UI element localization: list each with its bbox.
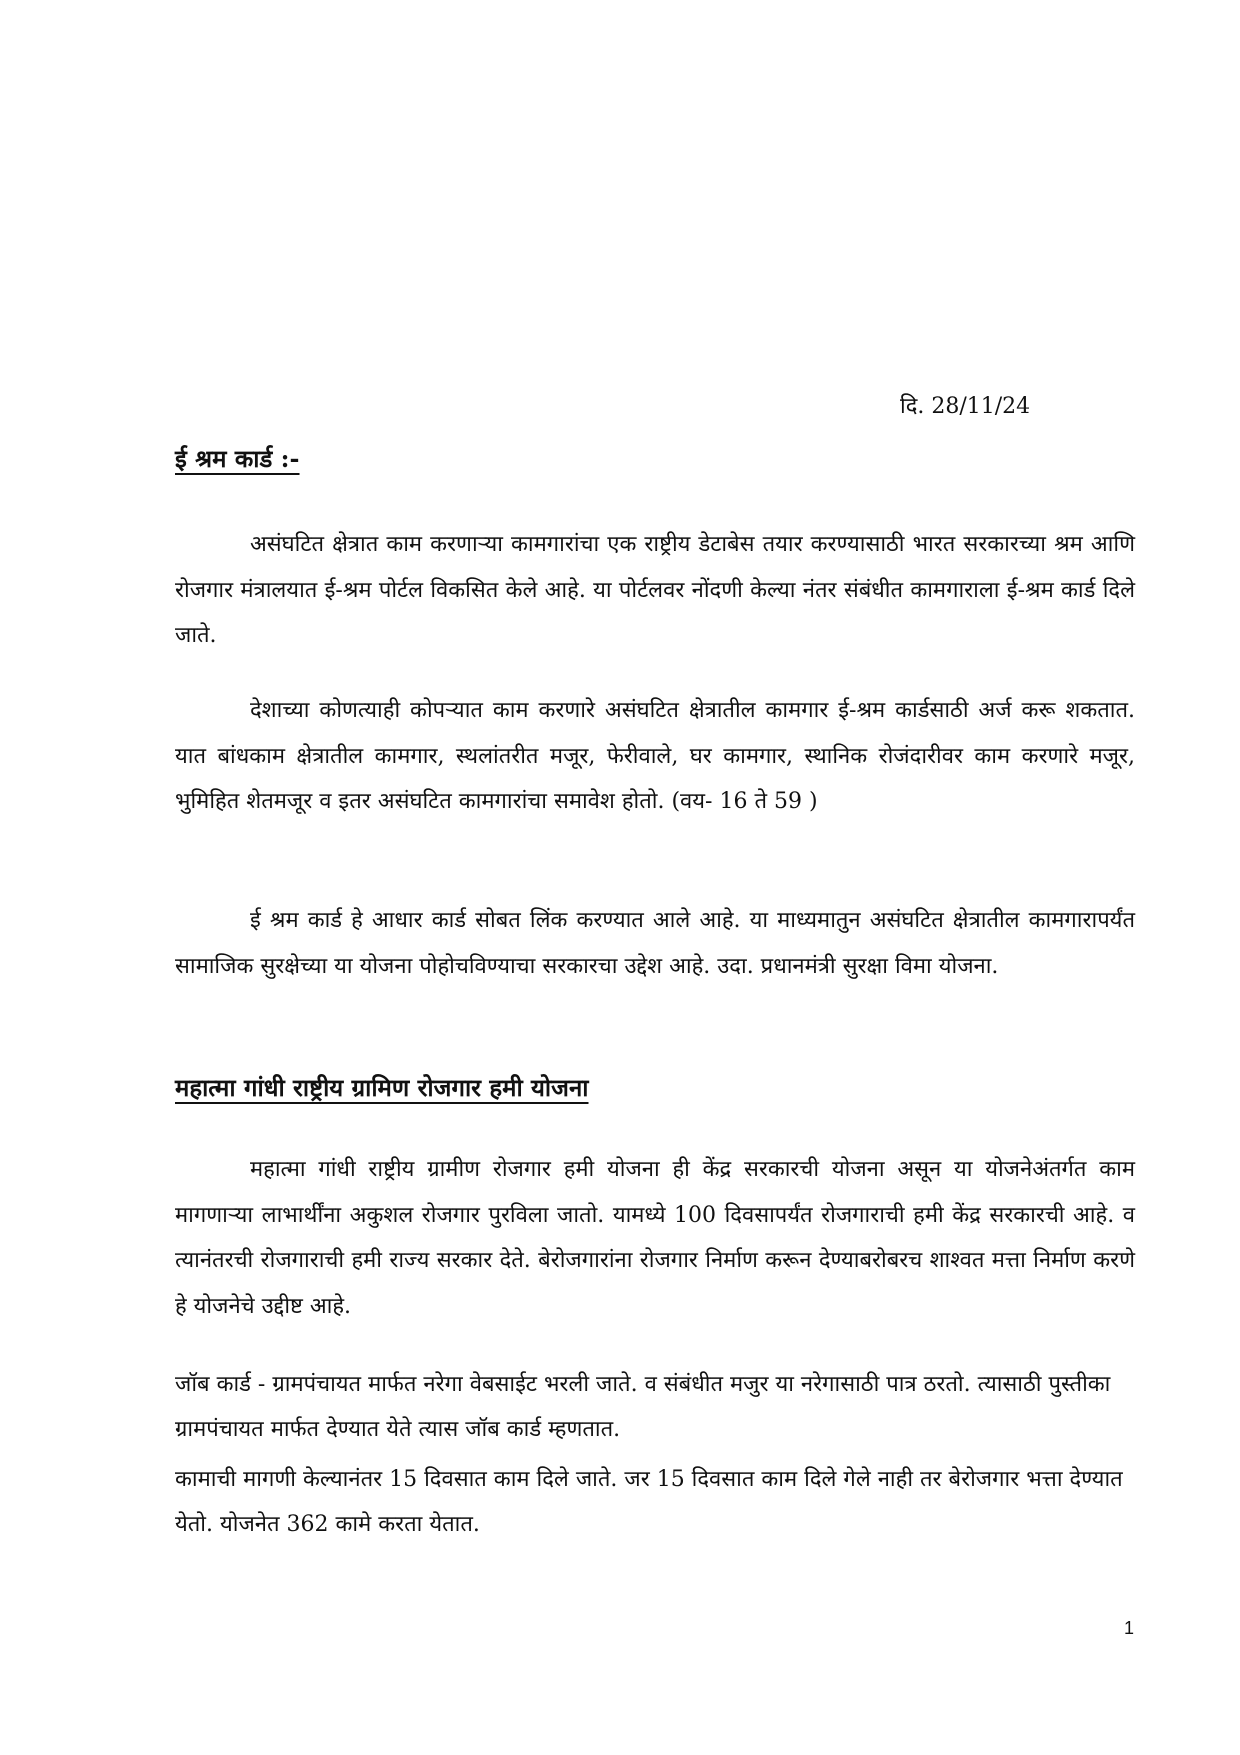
section-heading-mgnrega: महात्मा गांधी राष्ट्रीय ग्रामिण रोजगार हमी योजना — [175, 1073, 589, 1102]
paragraph-job-card: जॉब कार्ड - ग्रामपंचायत मार्फत नरेगा वेबसाईट भरली जाते. व संबंधीत मजुर या नरेगासाठी पात्र ठरतो. त्यासाठी पुस्तीका ग्रामपंचायत मार्फत देण्यात येते त्यास जॉब कार्ड म्हणतात. — [175, 1372, 1111, 1442]
paragraph: महात्मा गांधी राष्ट्रीय ग्रामीण रोजगार हमी योजना ही केंद्र सरकारची योजना असून या योजनेअंतर्गत काम मागणाऱ्या लाभार्थींना अकुशल रोजगार पुरविला जातो. यामध्ये 100 दिवसापर्यंत रोजगाराची हमी केंद्र सरकारची आहे. व त्यानंतरची रोजगाराची हमी राज्य सरकार देते. बेरोजगारांना रोजगार निर्माण करून देण्याबरोबरच शाश्वत मत्ता निर्माण करणे हे योजनेचे उद्दीष्ट आहे. — [175, 1157, 1135, 1319]
paragraph-work-demand: कामाची मागणी केल्यानंतर 15 दिवसात काम दिले जाते. जर 15 दिवसात काम दिले गेले नाही तर बेरोजगार भत्ता देण्यात येतो. योजनेत 362 कामे करता येतात. — [175, 1467, 1123, 1537]
paragraph: ई श्रम कार्ड हे आधार कार्ड सोबत लिंक करण्यात आले आहे. या माध्यमातुन असंघटित क्षेत्रातील कामगारापर्यंत सामाजिक सुरक्षेच्या या योजना पोहोचविण्याचा सरकारचा उद्देश आहे. उदा. प्रधानमंत्री सुरक्षा विमा योजना. — [175, 908, 1135, 979]
section-heading-e-shram-card: ई श्रम कार्ड :- — [175, 444, 300, 473]
page-number: 1 — [1124, 1618, 1135, 1638]
paragraph: असंघटित क्षेत्रात काम करणाऱ्या कामगारांचा एक राष्ट्रीय डेटाबेस तयार करण्यासाठी भारत सरकारच्या श्रम आणि रोजगार मंत्रालयात ई-श्रम पोर्टल विकसित केले आहे. या पोर्टलवर नोंदणी केल्या नंतर संबंधीत कामगाराला ई-श्रम कार्ड दिले जाते. — [175, 532, 1135, 648]
paragraph: देशाच्या कोणत्याही कोपऱ्यात काम करणारे असंघटित क्षेत्रातील कामगार ई-श्रम कार्डसाठी अर्ज करू शकतात. यात बांधकाम क्षेत्रातील कामगार, स्थलांतरीत मजूर, फेरीवाले, घर कामगार, स्थानिक रोजंदारीवर काम करणारे मजूर, भुमिहित शेतमजूर व इतर असंघटित कामगारांचा समावेश होतो. (वय- 16 ते 59 ) — [175, 698, 1135, 814]
document-date: दि. 28/11/24 — [900, 394, 1031, 419]
